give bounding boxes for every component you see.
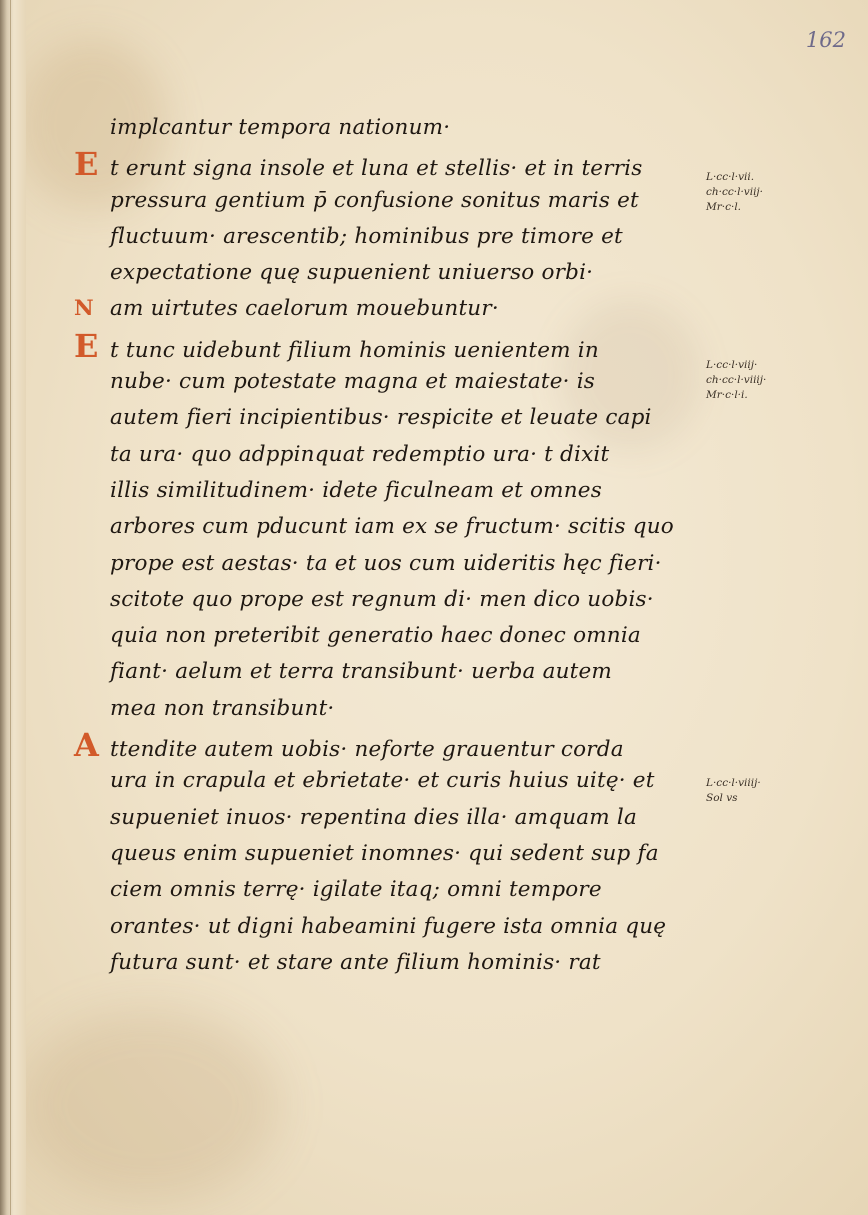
text-line: A ttendite autem uobis· neforte grauentur corda (74, 726, 624, 765)
text-line: quia non preteribit generatio haec donec omnia (110, 623, 641, 649)
text-line: implcantur tempora nationum· (110, 115, 451, 140)
folio-number: 162 (805, 28, 846, 52)
text-line: N am uirtutes caelorum mouebuntur· (74, 296, 499, 322)
text-line: arbores cum pducunt iam ex se fructum· scitis quo (110, 514, 674, 540)
text-line: ta ura· quo adppinquat redemptio ura· t dixit (110, 441, 610, 467)
text-line: queus enim supueniet inomnes· qui sedent sup fa (110, 840, 659, 866)
text-line: autem fieri incipientibus· respicite et leuate capi (110, 405, 652, 431)
text-line: prope est aestas· ta et uos cum uideritis hęc fieri· (110, 550, 662, 576)
marginal-gloss: L·cc·l·vii. ch·cc·l·viij· Mr·c·l. (706, 171, 764, 213)
text-line: ciem omnis terrę· igilate itaq; omni tempore (110, 877, 602, 903)
text-line: nube· cum potestate magna et maiestate· is (110, 369, 596, 395)
text-line: supueniet inuos· repentina dies illa· amquam la (110, 804, 637, 830)
main-text-column (74, 110, 690, 981)
text-line: E t tunc uidebunt filium hominis uenientem in (74, 326, 599, 365)
text-line: scitote quo prope est regnum di· men dico uobis· (110, 586, 654, 612)
text-line: orantes· ut digni habeamini fugere ista omnia quę (110, 913, 667, 939)
text-line: fluctuum· arescentib; hominibus pre timore et (110, 223, 623, 249)
binding-gutter (0, 0, 26, 1215)
text-line: futura sunt· et stare ante filium hominis· rat (110, 949, 601, 975)
text-line: fiant· aelum et terra transibunt· uerba autem (110, 659, 612, 685)
text-line: expectatione quę supuenient uniuerso orbi· (110, 260, 594, 286)
text-line: illis similitudinem· idete ficulneam et omnes (110, 477, 602, 503)
marginal-gloss: L·cc·l·viiij· Sol vs (706, 777, 761, 804)
marginal-gloss: L·cc·l·viij· ch·cc·l·viiij· Mr·c·l·i. (706, 359, 767, 401)
text-line: pressura gentium p̄ confusione sonitus maris et (110, 187, 639, 213)
stain (20, 1010, 280, 1200)
text-line: ura in crapula et ebrietate· et curis huius uitę· et (110, 768, 655, 794)
text-line: E t erunt signa insole et luna et stellis· et in terris (74, 145, 643, 184)
text-line: mea non transibunt· (110, 695, 335, 721)
